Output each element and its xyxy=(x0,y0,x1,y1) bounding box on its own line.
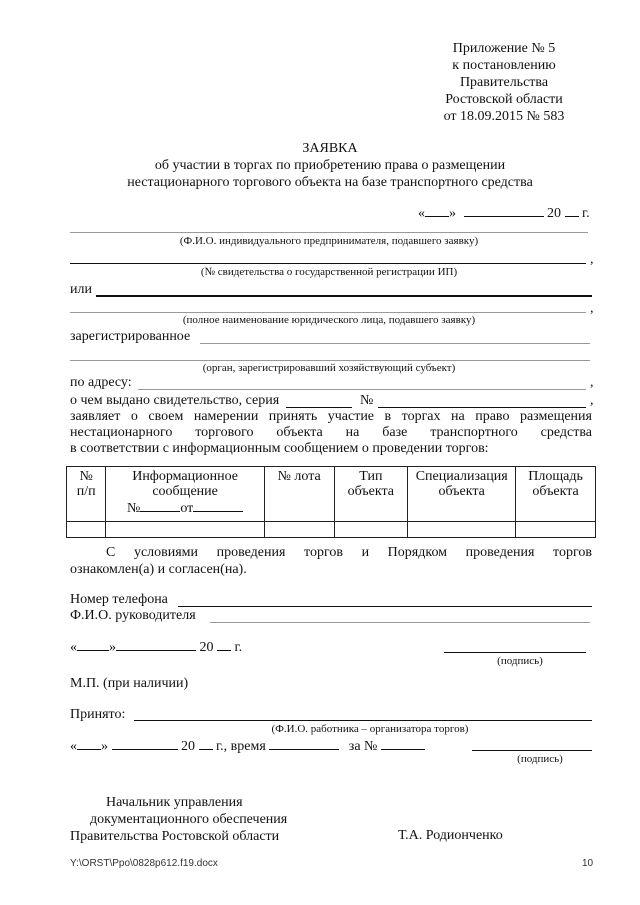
cert-ip-line[interactable] xyxy=(70,263,586,264)
date-sign-day-blank[interactable] xyxy=(77,638,109,651)
date-sign-month-blank[interactable] xyxy=(116,638,196,651)
footer-sign-name: Т.А. Родионченко xyxy=(398,828,503,843)
header-info-message: Информационное сообщение № от xyxy=(106,467,264,522)
cell-lot-number[interactable] xyxy=(264,522,334,538)
date-sign: « » 20 г. xyxy=(70,640,243,655)
caption-fio-ip: (Ф.И.О. индивидуального предпринимателя, подавшего заявку) xyxy=(179,235,479,247)
accepted-line[interactable] xyxy=(134,720,592,721)
header-number: № п/п xyxy=(67,467,106,522)
signature-line-1[interactable] xyxy=(444,652,586,653)
head-line[interactable] xyxy=(210,622,590,623)
document-title xyxy=(70,140,590,191)
cert-series-label: о чем выдано свидетельство, серия xyxy=(70,393,280,408)
page-number: 10 xyxy=(582,858,594,869)
footer-sign-line-1: Начальник управления xyxy=(106,795,243,810)
head-label: Ф.И.О. руководителя xyxy=(70,608,196,623)
agreement-line-1: С условиями проведения торгов и Порядком проведения торгов xyxy=(106,545,592,560)
stamp-label: М.П. (при наличии) xyxy=(70,676,189,691)
intro-line-2: нестационарного торгового объекта на базе транспортного средства xyxy=(70,425,592,440)
caption-registrar: (орган, зарегистрировавший хозяйствующий субъект) xyxy=(202,362,456,374)
accepted-time-blank[interactable] xyxy=(269,737,339,750)
cell-object-type[interactable] xyxy=(334,522,408,538)
cell-area[interactable] xyxy=(516,522,596,538)
phone-line[interactable] xyxy=(178,606,592,607)
footer-sign-block xyxy=(70,794,287,845)
accepted-label: Принято: xyxy=(70,707,126,722)
caption-signature-2: (подпись) xyxy=(517,753,563,765)
accepted-day-blank[interactable] xyxy=(77,737,101,750)
intro-line-1: заявляет о своем намерении принять участие в торгах на право размещения xyxy=(70,409,592,424)
accepted-date: « » 20 г., время за № xyxy=(70,737,425,755)
title-heading: ЗАЯВКА xyxy=(302,141,358,156)
address-label: по адресу: xyxy=(70,375,132,390)
date-top: « » 20 г. xyxy=(418,206,590,221)
registered-line[interactable] xyxy=(200,343,590,344)
agreement-line-2: ознакомлен(а) и согласен(на). xyxy=(70,562,247,577)
title-line-2: нестационарного торгового объекта на базе транспортного средства xyxy=(127,175,533,190)
table-row xyxy=(67,522,596,538)
lots-table xyxy=(66,466,596,538)
address-line[interactable] xyxy=(138,389,586,390)
annex-line-5: от 18.09.2015 № 583 xyxy=(443,109,565,124)
accepted-number-blank[interactable] xyxy=(381,737,425,750)
legal-name-line[interactable] xyxy=(70,312,586,313)
registered-line-2[interactable] xyxy=(70,360,590,361)
annex-block xyxy=(420,40,588,125)
header-area: Площадь объекта xyxy=(516,467,596,522)
info-date-blank[interactable] xyxy=(193,499,243,512)
header-specialization: Специализация объекта xyxy=(408,467,516,522)
cert-number-label: № xyxy=(360,393,374,408)
caption-legal-name: (полное наименование юридического лица, подавшего заявку) xyxy=(182,314,476,326)
footer-sign-line-3: Правительства Ростовской области xyxy=(70,829,280,844)
caption-signature-1: (подпись) xyxy=(497,655,543,667)
date-top-year-blank[interactable] xyxy=(565,204,579,217)
header-object-type: Тип объекта xyxy=(334,467,408,522)
legal-name-comma: , xyxy=(590,301,594,316)
cell-specialization[interactable] xyxy=(408,522,516,538)
file-path: Y:\ORST\Ppo\0828p612.f19.docx xyxy=(70,858,218,869)
phone-label: Номер телефона xyxy=(70,592,168,607)
header-lot-number: № лота xyxy=(264,467,334,522)
date-top-day-blank[interactable] xyxy=(425,204,449,217)
caption-cert-ip: (№ свидетельства о государственной регистрации ИП) xyxy=(200,266,458,278)
footer-sign-line-2: документационного обеспечения xyxy=(90,812,288,827)
cert-number-line[interactable] xyxy=(378,407,586,408)
signature-line-2[interactable] xyxy=(472,750,592,751)
annex-line-1: Приложение № 5 xyxy=(452,41,556,56)
accepted-month-blank[interactable] xyxy=(112,737,178,750)
caption-organizer: (Ф.И.О. работника – организатора торгов) xyxy=(271,723,469,735)
table-header-row xyxy=(67,467,596,522)
cert-comma: , xyxy=(590,393,594,408)
annex-line-4: Ростовской области xyxy=(445,92,563,107)
annex-line-2: к постановлению xyxy=(452,58,556,73)
cell-info-message[interactable] xyxy=(106,522,264,538)
intro-line-3: в соответствии с информационным сообщением о проведении торгов: xyxy=(70,441,489,456)
cert-series-line[interactable] xyxy=(286,407,352,408)
address-comma: , xyxy=(590,375,594,390)
or-line[interactable] xyxy=(96,295,592,297)
or-label: или xyxy=(70,282,92,297)
accepted-year-blank[interactable] xyxy=(199,737,213,750)
annex-line-3: Правительства xyxy=(459,75,549,90)
registered-label: зарегистрированное xyxy=(70,329,191,344)
info-no-blank[interactable] xyxy=(140,499,180,512)
cert-ip-comma: , xyxy=(590,252,594,267)
title-line-1: об участии в торгах по приобретению права о размещении xyxy=(154,158,506,173)
cell-number[interactable] xyxy=(67,522,106,538)
fio-ip-line[interactable] xyxy=(70,232,588,233)
date-top-month-blank[interactable] xyxy=(464,204,544,217)
date-sign-year-blank[interactable] xyxy=(217,638,231,651)
